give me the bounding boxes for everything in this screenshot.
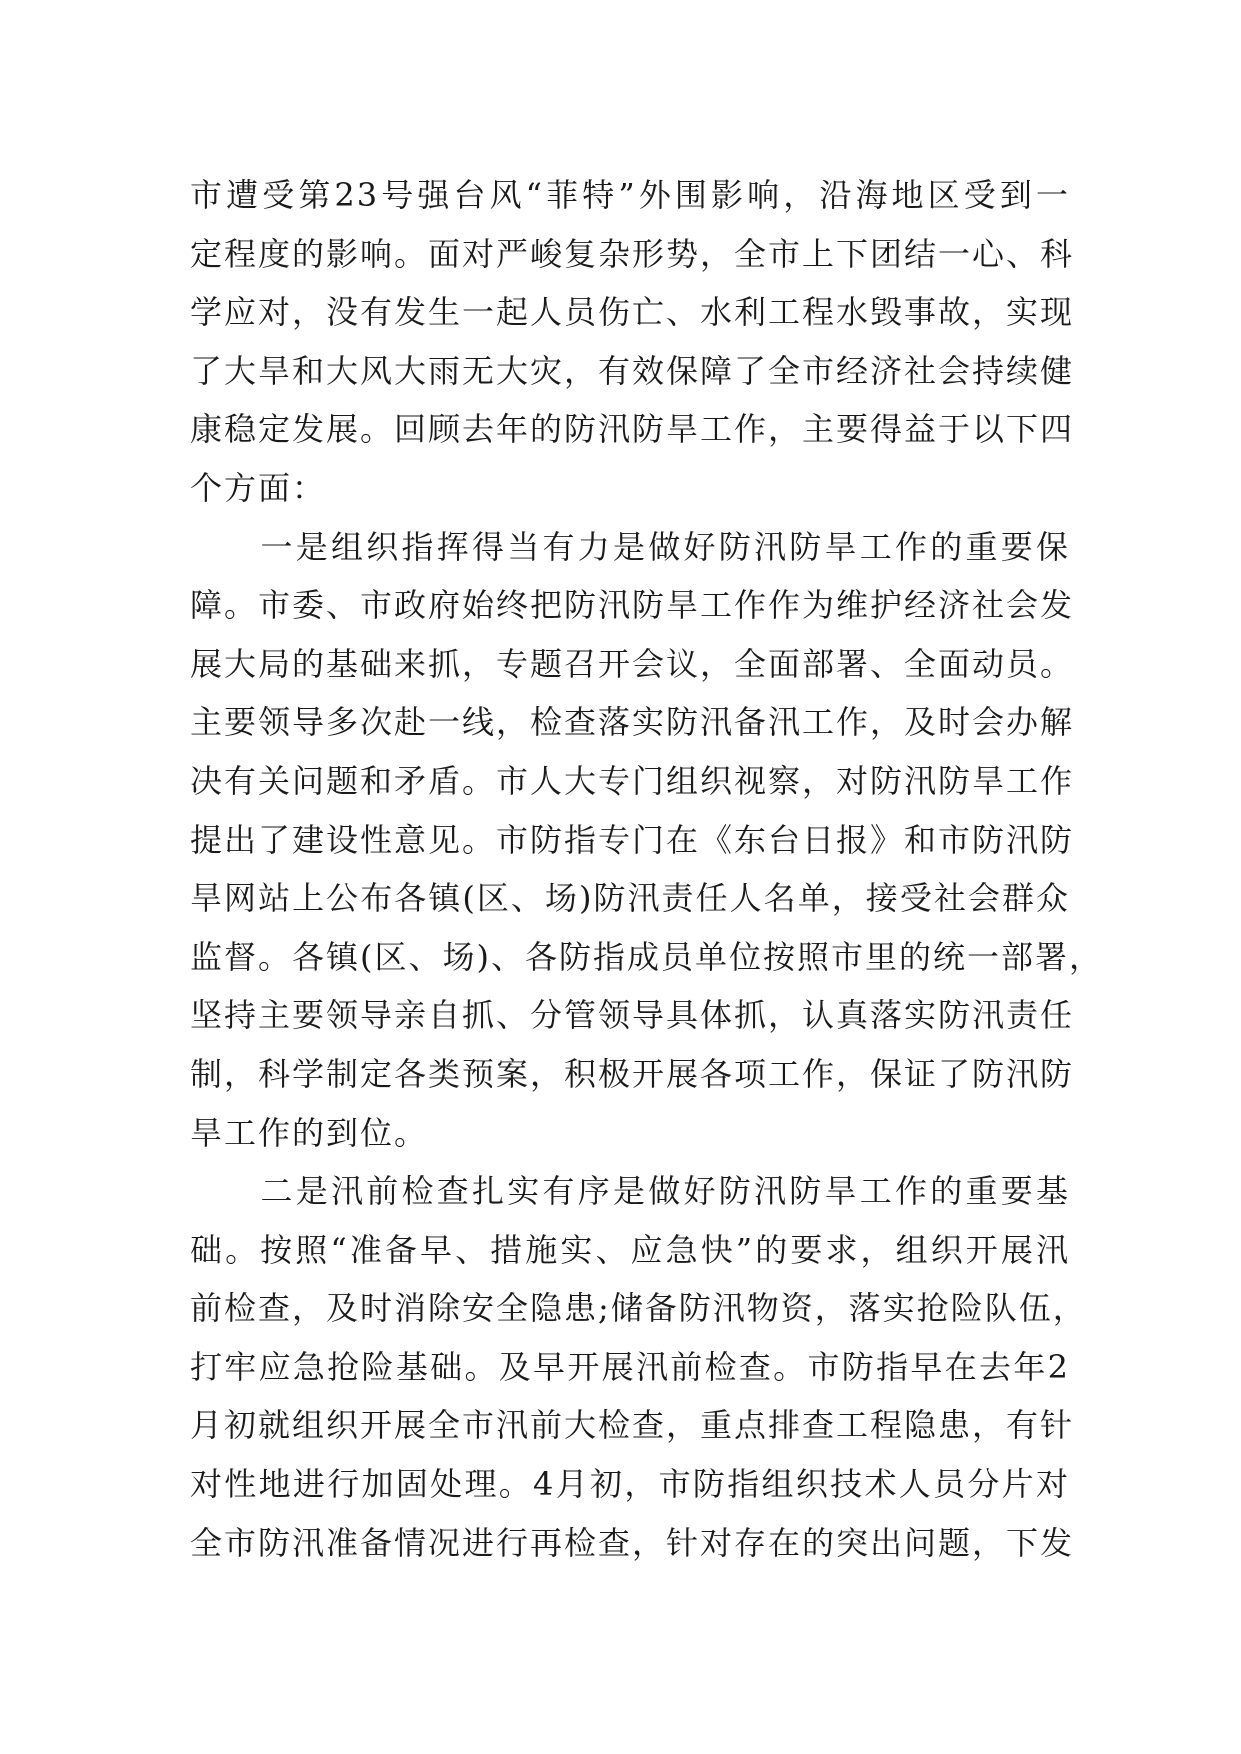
text-line: 定程度的影响。面对严峻复杂形势，全市上下团结一心、科 [190, 234, 1075, 273]
text-line: 一是组织指挥得当有力是做好防汛防旱工作的重要保 [190, 527, 1070, 566]
text-line: 旱网站上公布各镇(区、场)防汛责任人名单，接受社会群众 [190, 879, 1070, 918]
text-line: 决有关问题和矛盾。市人大专门组织视察，对防汛防旱工作 [190, 761, 1075, 800]
text-line: 学应对，没有发生一起人员伤亡、水利工程水毁事故，实现 [190, 293, 1075, 332]
text-line: 对性地进行加固处理。4月初，市防指组织技术人员分片对 [190, 1465, 1070, 1504]
text-line: 全市防汛准备情况进行再检查，针对存在的突出问题，下发 [190, 1523, 1075, 1562]
text-line: 坚持主要领导亲自抓、分管领导具体抓，认真落实防汛责任 [190, 996, 1075, 1035]
text-line: 制，科学制定各类预案，积极开展各项工作，保证了防汛防 [190, 1054, 1075, 1093]
text-line: 前检查，及时消除安全隐患;储备防汛物资，落实抢险队伍， [190, 1289, 1087, 1328]
text-line: 康稳定发展。回顾去年的防汛防旱工作，主要得益于以下四 [190, 410, 1075, 449]
text-line: 主要领导多次赴一线，检查落实防汛备汛工作，及时会办解 [190, 703, 1075, 742]
text-line: 二是汛前检查扎实有序是做好防汛防旱工作的重要基 [190, 1172, 1070, 1211]
text-line: 提出了建设性意见。市防指专门在《东台日报》和市防汛防 [190, 820, 1075, 859]
text-line: 旱工作的到位。 [190, 1113, 429, 1152]
text-line: 月初就组织开展全市汛前大检查，重点排查工程隐患，有针 [190, 1406, 1075, 1445]
text-line: 展大局的基础来抓，专题召开会议，全面部署、全面动员。 [190, 644, 1075, 683]
body-text [190, 166, 1103, 1572]
text-line: 监督。各镇(区、场)、各防指成员单位按照市里的统一部署， [190, 937, 1103, 976]
text-line: 市遭受第23号强台风“菲特”外围影响，沿海地区受到一 [190, 176, 1070, 214]
text-line: 础。按照“准备早、措施实、应急快”的要求，组织开展汛 [190, 1230, 1070, 1269]
text-line: 打牢应急抢险基础。及早开展汛前检查。市防指早在去年2 [190, 1347, 1070, 1386]
text-line: 障。市委、市政府始终把防汛防旱工作作为维护经济社会发 [190, 586, 1075, 625]
text-line: 了大旱和大风大雨无大灾，有效保障了全市经济社会持续健 [190, 351, 1075, 390]
text-line: 个方面： [190, 468, 327, 507]
